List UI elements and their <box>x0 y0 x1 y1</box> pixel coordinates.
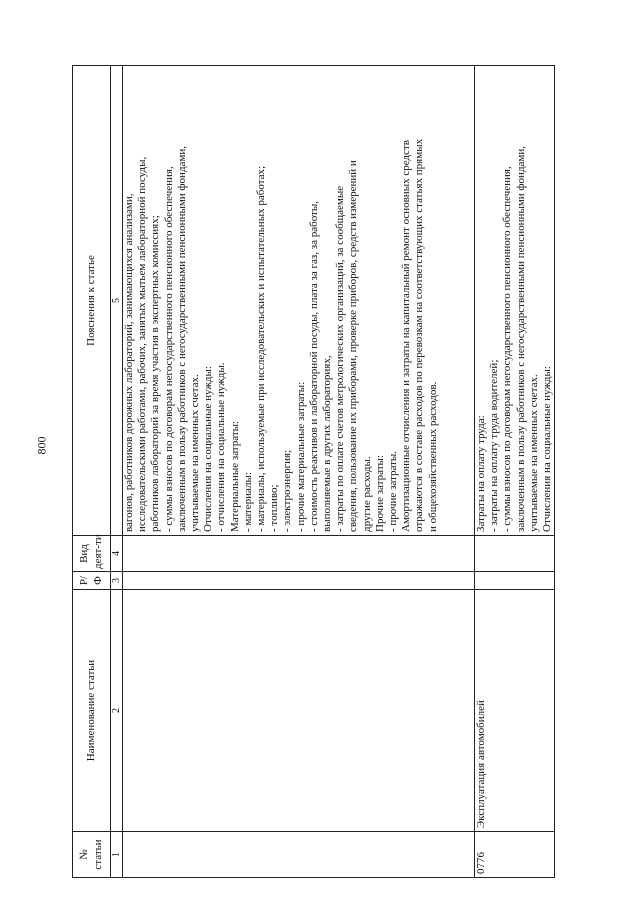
item-number: 0776 <box>475 832 555 878</box>
explanation-line: выполняемые в других лабораториях, <box>321 355 334 532</box>
explanation-line: и общехозяйственных расходов. <box>426 381 439 532</box>
item-name: Эксплуатация автомобилей <box>475 590 555 832</box>
table-header-row <box>73 66 111 878</box>
explanation-line: Амортизационные отчисления и затраты на капитальный ремонт основных средств <box>400 140 413 532</box>
explanation-line: - материалы: <box>241 472 254 532</box>
header-explanation: Пояснения к статье <box>73 66 111 536</box>
explanation-line: - электроэнергия; <box>281 449 294 532</box>
header-activity-type: Вид деят-ти <box>73 536 111 572</box>
item-explanation <box>123 66 475 536</box>
explanation-line: учитываемые на именных счетах. <box>527 374 540 532</box>
explanation-line: исследовательскими работами, рабочих, занятых мытьем лабораторной посуды, <box>136 156 149 532</box>
column-number: 2 <box>111 590 123 832</box>
explanation-line: сведения, пользование их приборами, проверке приборов, средств измерений и <box>347 160 360 532</box>
header-item-name: Наименование статьи <box>73 590 111 832</box>
item-activity <box>123 536 475 572</box>
explanation-line: - отчисления на социальные нужды. <box>215 362 228 532</box>
explanation-line: вагонов, работников дорожных лабораторий, занимающихся анализами, <box>123 193 135 532</box>
item-rf <box>123 572 475 590</box>
explanation-line: - материалы, используемые при исследовательских и испытательных работах; <box>255 165 268 532</box>
explanation-line: - суммы взносов по договорам негосударственного пенсионного обеспечения, <box>501 166 514 532</box>
page-number: 800 <box>34 436 49 455</box>
explanation-line: Прочие затраты: <box>373 455 386 532</box>
header-rf: Р/ Ф <box>73 572 111 590</box>
table-row <box>123 66 475 878</box>
explanation-line: - суммы взносов по договорам негосударственного пенсионного обеспечения, <box>162 166 175 532</box>
cost-items-table <box>72 65 555 878</box>
explanation-line: - топливо; <box>268 484 281 532</box>
column-number: 3 <box>111 572 123 590</box>
explanation-line: - затраты на оплату труда водителей; <box>488 359 501 532</box>
item-explanation <box>475 66 555 536</box>
explanation-line: учитываемые на именных счетах. <box>189 374 202 532</box>
explanation-line: Материальные затраты: <box>228 420 241 532</box>
explanation-line: - прочие материальные затраты: <box>294 381 307 532</box>
explanation-line: Затраты на оплату труда: <box>475 415 487 532</box>
column-number: 4 <box>111 536 123 572</box>
explanation-line: заключенным в пользу работников с негосударственными пенсионными фондами, <box>175 145 188 532</box>
explanation-line: работников лабораторий за время участия в экспертных комиссиях; <box>149 215 162 532</box>
item-name <box>123 590 475 832</box>
rotated-document-sheet <box>72 66 592 878</box>
explanation-line: заключенным в пользу работников с негосударственными пенсионными фондами, <box>514 145 527 532</box>
explanation-line: Отчисления на социальные нужды: <box>541 366 554 532</box>
header-item-number: № статьи <box>73 832 111 878</box>
item-rf <box>475 572 555 590</box>
table-row <box>475 66 555 878</box>
table-body <box>123 66 555 878</box>
explanation-line: другие расходы. <box>360 456 373 532</box>
explanation-line: отражаются в составе расходов по перевозкам на соответствующих статьях прямых <box>413 138 426 532</box>
explanation-line: - стоимость реактивов и лабораторной посуды, плата за газ, за работы, <box>307 201 320 532</box>
column-number: 5 <box>111 66 123 536</box>
explanation-line: Отчисления на социальные нужды: <box>202 366 215 532</box>
explanation-line: - затраты по оплате счетов метрологических организаций, за сообщаемые <box>334 185 347 532</box>
column-number-row <box>111 66 123 878</box>
column-number: 1 <box>111 832 123 878</box>
item-number <box>123 832 475 878</box>
explanation-line: - прочие затраты. <box>387 451 400 532</box>
item-activity <box>475 536 555 572</box>
